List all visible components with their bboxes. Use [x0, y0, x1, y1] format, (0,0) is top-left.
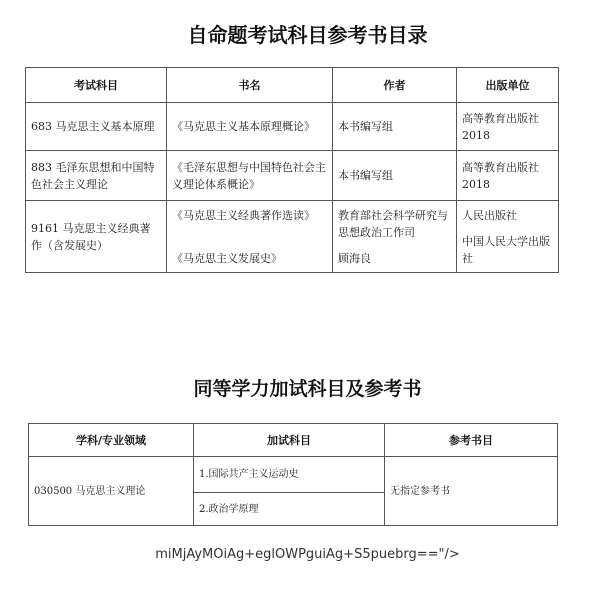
header-publisher: 出版单位	[457, 68, 559, 103]
catalog-title: 自命题考试科目参考书目录	[187, 23, 428, 47]
header-author: 作者	[333, 68, 457, 103]
publisher-cell: 高等教育出版社 2018	[457, 151, 559, 201]
book-cell: 《马克思主义基本原理概论》	[167, 103, 333, 151]
author-cell	[333, 201, 457, 273]
table-header-row	[29, 424, 558, 457]
header-subject: 考试科目	[26, 68, 167, 103]
publisher-a: 人民出版社	[462, 208, 517, 222]
subject-cell: 883 毛泽东思想和中国特色社会主义理论	[26, 151, 167, 201]
book-title-a: 《马克思主义经典著作选读》	[172, 208, 315, 222]
table-row	[26, 151, 559, 201]
subject-cell: 683 马克思主义基本原理	[26, 103, 167, 151]
extra-subject-cell: 2.政治学原理	[194, 493, 385, 526]
publisher-b: 中国人民大学出版社	[462, 234, 550, 265]
book-cell: 《毛泽东思想与中国特色社会主义理论体系概论》	[167, 151, 333, 201]
table-row	[26, 201, 559, 273]
header-extra-subject: 加试科目	[194, 424, 385, 457]
book-title-b: 《马克思主义发展史》	[172, 251, 282, 265]
publisher-cell	[457, 201, 559, 273]
extra-subject-cell: 1.国际共产主义运动史	[194, 457, 385, 493]
header-field: 学科/专业领域	[29, 424, 194, 457]
publisher-cell: 高等教育出版社 2018	[457, 103, 559, 151]
header-book: 书名	[167, 68, 333, 103]
author-b: 顾海良	[338, 251, 371, 265]
table-row	[29, 457, 558, 493]
author-a: 教育部社会科学研究与思想政治工作司	[338, 208, 448, 239]
extra-title: 同等学力加试科目及参考书	[193, 378, 422, 400]
book-cell	[167, 201, 333, 273]
author-cell: 本书编写组	[333, 103, 457, 151]
reference-cell: 无指定参考书	[385, 457, 558, 526]
author-cell: 本书编写组	[333, 151, 457, 201]
catalog-table	[25, 67, 559, 273]
field-cell: 030500 马克思主义理论	[29, 457, 194, 526]
subject-cell: 9161 马克思主义经典著作（含发展史）	[26, 201, 167, 273]
table-header-row	[26, 68, 559, 103]
header-reference: 参考书目	[385, 424, 558, 457]
footer-text: miMjAyMOiAg+eglOWPguiAg+S5puebrg=="/>	[155, 547, 460, 562]
extra-table	[28, 423, 558, 526]
table-row	[26, 103, 559, 151]
